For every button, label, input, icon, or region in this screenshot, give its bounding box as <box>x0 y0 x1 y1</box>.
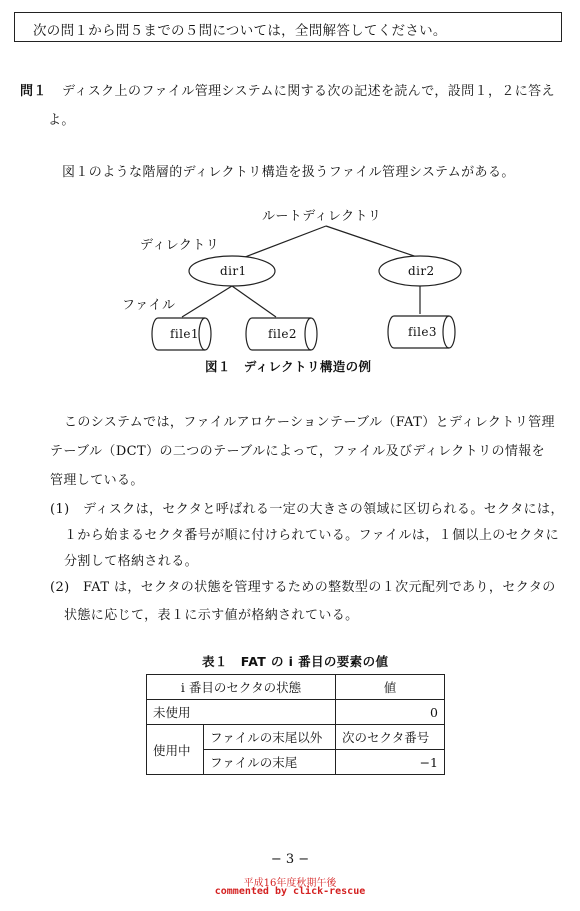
question-stem-line1: ディスク上のファイル管理システムに関する次の記述を読んで，設問１，２に答え <box>62 84 555 99</box>
body-p1-line2: テーブル（DCT）の二つのテーブルによって，ファイル及びディレクトリの情報を <box>50 444 546 459</box>
item1-line2: １から始まるセクタ番号が順に付けられている。ファイルは，１個以上のセクタに <box>64 528 560 543</box>
dir1-label: dir1 <box>220 264 247 278</box>
body-p1-line1: このシステムでは，ファイルアロケーションテーブル（FAT）とディレクトリ管理 <box>64 415 555 430</box>
figure-caption: 図１ ディレクトリ構造の例 <box>205 359 372 374</box>
cell-unused: 未使用 <box>147 700 336 725</box>
cell-end: ファイルの末尾 <box>204 750 336 775</box>
item2-line1: (2) FAT は，セクタの状態を管理するための整数型の１次元配列であり，セクタの <box>50 580 556 595</box>
item1-line1: (1) ディスクは，セクタと呼ばれる一定の大きさの領域に区切られる。セクタには， <box>50 502 564 517</box>
table-header-row <box>147 675 445 700</box>
cell-not-end: ファイルの末尾以外 <box>204 725 336 750</box>
table-row <box>147 700 445 725</box>
question-stem-line2: よ。 <box>48 113 75 128</box>
cell-in-use: 使用中 <box>147 725 204 775</box>
intro-text: 図１のような階層的ディレクトリ構造を扱うファイル管理システムがある。 <box>62 165 515 180</box>
table-row <box>147 725 445 750</box>
credit-label: commented by click-rescue <box>214 886 366 897</box>
edge-dir1-file2 <box>232 286 276 317</box>
question-label: 問１ <box>20 84 47 99</box>
edge-dir1-file1 <box>182 286 232 317</box>
body-p1-line3: 管理している。 <box>50 473 144 488</box>
cell-unused-value: 0 <box>336 700 445 725</box>
page-number: − 3 − <box>270 852 310 867</box>
dir2-label: dir2 <box>408 264 435 278</box>
instruction-text: 次の問１から問５までの５問については，全問解答してください。 <box>33 23 447 39</box>
edge-root-dir2 <box>326 226 420 258</box>
directory-label: ディレクトリ <box>140 238 220 253</box>
item2-line2: 状態に応じて，表１に示す値が格納されている。 <box>64 608 359 623</box>
exam-label: 平成16年度秋期午後 <box>243 878 337 889</box>
header-value: 値 <box>336 675 445 700</box>
root-directory-label: ルートディレクトリ <box>262 209 382 224</box>
file-label: ファイル <box>122 298 176 313</box>
header-state: i 番目のセクタの状態 <box>147 675 336 700</box>
table-caption: 表１ FAT の i 番目の要素の値 <box>202 654 389 669</box>
fat-table <box>146 674 445 775</box>
item1-line3: 分割して格納される。 <box>64 554 199 569</box>
cell-not-end-value: 次のセクタ番号 <box>336 725 445 750</box>
cell-end-value: −1 <box>336 750 445 775</box>
file1-label: file1 <box>170 327 199 341</box>
file2-label: file2 <box>268 327 297 341</box>
file3-label: file3 <box>408 325 437 339</box>
